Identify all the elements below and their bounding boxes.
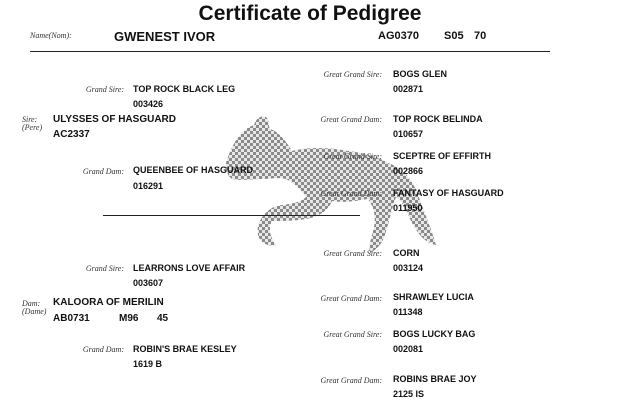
label-great-grand-sire-3: Great Grand Sire: xyxy=(323,249,382,258)
dam-code: M96 xyxy=(119,313,139,324)
label-great-grand-dam-1: Great Grand Dam: xyxy=(320,115,382,124)
section-divider xyxy=(103,215,360,216)
label-great-grand-dam-2: Great Grand Dam: xyxy=(320,189,382,198)
dam-height: 45 xyxy=(157,313,169,324)
grand-sire-2-name: LEARRONS LOVE AFFAIR xyxy=(133,263,246,273)
label-great-grand-sire-2: Great Grand Sire: xyxy=(323,152,382,161)
label-great-grand-sire-4: Great Grand Sire: xyxy=(323,330,382,339)
grand-dam-2-name: ROBIN'S BRAE KESLEY xyxy=(133,344,237,354)
label-sire: Sire: xyxy=(22,115,38,124)
label-great-grand-sire-1: Great Grand Sire: xyxy=(323,70,382,79)
label-great-grand-dam-3: Great Grand Dam: xyxy=(320,294,382,303)
great-grand-dam-2-name: FANTASY OF HASGUARD xyxy=(393,188,504,198)
great-grand-sire-2-reg: 002866 xyxy=(393,166,424,176)
great-grand-dam-4-reg: 2125 IS xyxy=(393,389,425,399)
label-dam-alt: (Dame) xyxy=(22,307,47,316)
great-grand-dam-3-name: SHRAWLEY LUCIA xyxy=(393,292,474,302)
great-grand-sire-3-name: CORN xyxy=(393,248,420,258)
horse-name: GWENEST IVOR xyxy=(114,29,216,44)
great-grand-sire-4-reg: 002081 xyxy=(393,344,424,354)
label-dam: Dam: xyxy=(22,299,41,308)
horse-code: S05 xyxy=(444,30,464,42)
great-grand-dam-4-name: ROBINS BRAE JOY xyxy=(393,374,477,384)
great-grand-sire-1-reg: 002871 xyxy=(393,84,424,94)
horse-reg-no: AG0370 xyxy=(378,30,419,42)
dam-name: KALOORA OF MERILIN xyxy=(53,297,164,308)
label-grand-dam-1: Grand Dam: xyxy=(82,167,124,176)
great-grand-sire-3-reg: 003124 xyxy=(393,263,424,273)
page-title: Certificate of Pedigree xyxy=(198,2,422,25)
grand-dam-1-reg: 016291 xyxy=(133,181,164,191)
great-grand-dam-1-name: TOP ROCK BELINDA xyxy=(393,114,483,124)
horse-height: 70 xyxy=(474,30,487,42)
label-sire-alt: (Pere) xyxy=(22,123,43,132)
great-grand-sire-1-name: BOGS GLEN xyxy=(393,69,448,79)
great-grand-sire-2-name: SCEPTRE OF EFFIRTH xyxy=(393,151,492,161)
great-grand-sire-4-name: BOGS LUCKY BAG xyxy=(393,329,476,339)
label-great-grand-dam-4: Great Grand Dam: xyxy=(320,376,382,385)
grand-sire-1-name: TOP ROCK BLACK LEG xyxy=(133,84,236,94)
dam-reg: AB0731 xyxy=(53,313,90,324)
label-grand-dam-2: Grand Dam: xyxy=(82,345,124,354)
great-grand-dam-3-reg: 011348 xyxy=(393,307,423,317)
grand-sire-2-reg: 003607 xyxy=(133,278,164,288)
name-label: Name(Nom): xyxy=(30,31,72,40)
sire-name: ULYSSES OF HASGUARD xyxy=(53,114,176,125)
grand-dam-1-name: QUEENBEE OF HASGUARD xyxy=(133,165,254,175)
label-grand-sire-2: Grand Sire: xyxy=(85,264,124,273)
great-grand-dam-2-reg: 011950 xyxy=(393,203,423,213)
sire-reg: AC2337 xyxy=(53,129,90,140)
grand-sire-1-reg: 003426 xyxy=(133,99,164,109)
grand-dam-2-reg: 1619 B xyxy=(133,359,163,369)
label-grand-sire-1: Grand Sire: xyxy=(85,85,124,94)
header-divider xyxy=(30,51,550,52)
great-grand-dam-1-reg: 010657 xyxy=(393,129,424,139)
